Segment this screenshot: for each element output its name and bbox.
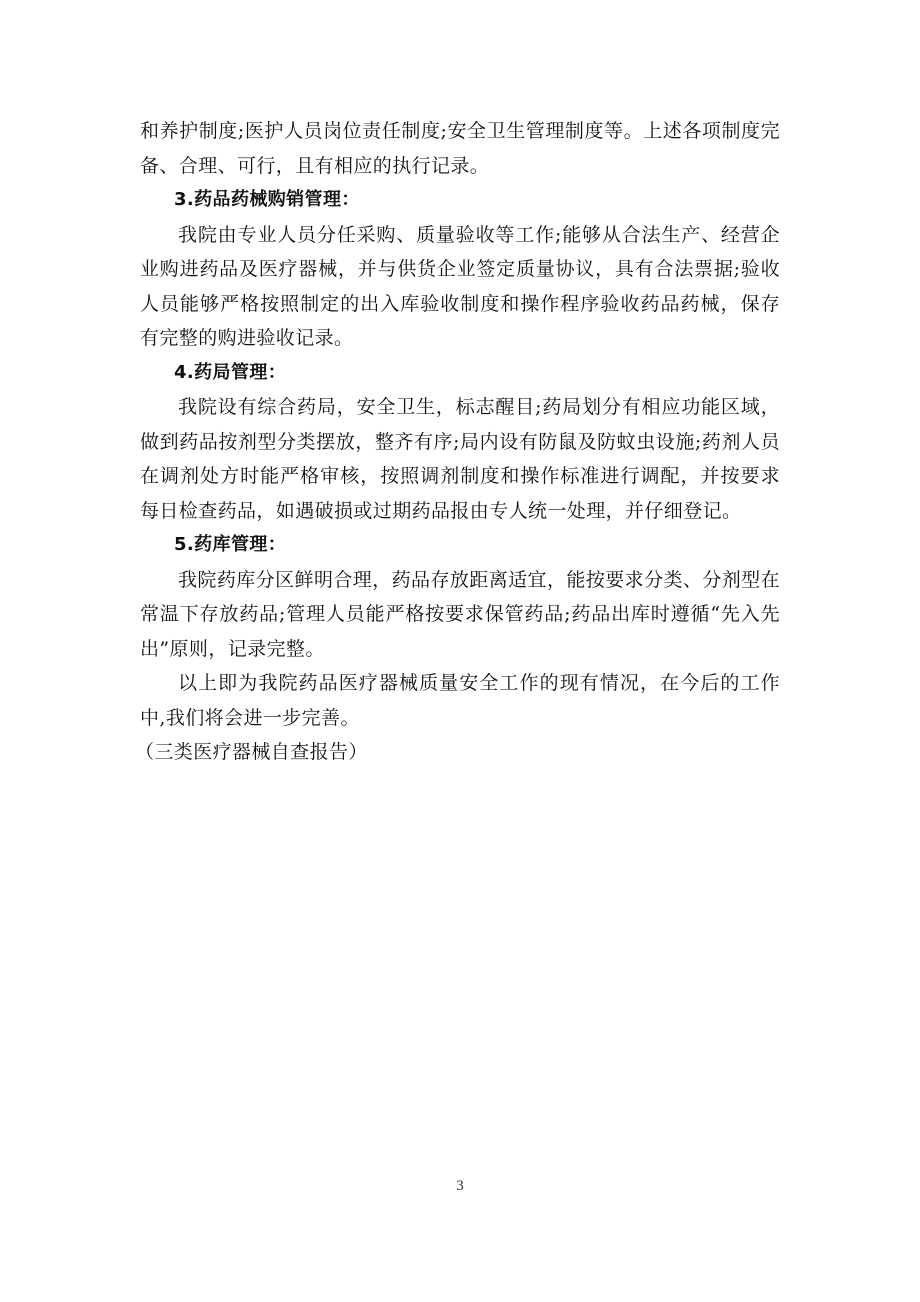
paragraph-warehouse: 我院药库分区鲜明合理，药品存放距离适宜，能按要求分类、分剂型在常温下存放药品;管理人员能严格按要求保管药品;药品出库时遵循“先入先出”原则，记录完整。 bbox=[140, 568, 780, 660]
paragraph-pharmacy: 我院设有综合药局，安全卫生，标志醒目;药局划分有相应功能区域，做到药品按剂型分类摆放，整齐有序;局内设有防鼠及防蚊虫设施;药剂人员在调剂处方时能严格审核，按照调剂制度和操作标准进行调配，并按要求每日检查药品，如遇破损或过期药品报由专人统一处理，并仔细登记。 bbox=[140, 396, 780, 522]
document-body bbox=[135, 114, 780, 770]
paragraph-rules-continued: 和养护制度;医护人员岗位责任制度;安全卫生管理制度等。上述各项制度完备、合理、可行，且有相应的执行记录。 bbox=[140, 120, 780, 177]
paragraph-conclusion: 以上即为我院药品医疗器械质量安全工作的现有情况，在今后的工作中,我们将会进一步完善。 bbox=[140, 672, 780, 729]
report-title-note: （三类医疗器械自查报告） bbox=[135, 741, 368, 763]
section-heading-pharmacy: 4.药局管理： bbox=[174, 361, 287, 383]
section-heading-warehouse: 5.药库管理： bbox=[174, 534, 287, 555]
paragraph-purchasing: 我院由专业人员分任采购、质量验收等工作;能够从合法生产、经营企业购进药品及医疗器械，并与供货企业签定质量协议，具有合法票据;验收人员能够严格按照制定的出入库验收制度和操作程序验收药品药械，保存有完整的购进验收记录。 bbox=[140, 223, 780, 349]
section-heading-purchasing: 3.药品药械购销管理： bbox=[174, 189, 360, 210]
page-number: 3 bbox=[456, 1178, 464, 1194]
